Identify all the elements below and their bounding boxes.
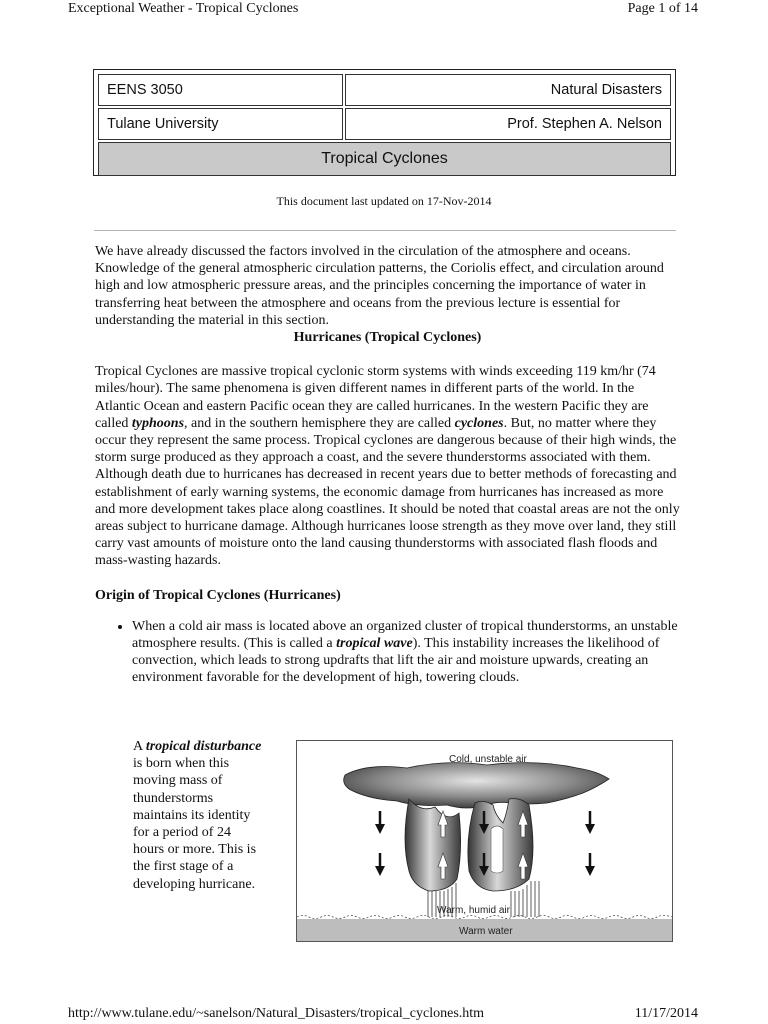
page-footer-date: 11/17/2014 xyxy=(634,1006,698,1021)
page-header-title: Exceptional Weather - Tropical Cyclones xyxy=(68,1,299,16)
origin-heading: Origin of Tropical Cyclones (Hurricanes) xyxy=(95,587,341,603)
university-name: Tulane University xyxy=(98,108,343,140)
cloud-column-left xyxy=(405,799,461,891)
disturbance-paragraph xyxy=(133,738,263,893)
origin-bullet-item xyxy=(132,618,680,687)
course-code: EENS 3050 xyxy=(98,74,343,106)
topic-title: Tropical Cyclones xyxy=(98,142,671,176)
intro-paragraph: We have already discussed the factors involved in the circulation of the atmosphere and oceans. Knowledge of the general atmospheric circulation patterns, the Coriolis effect, and circulation around high and low atmospheric pressure areas, and the principles concerning the importance of water in transferring heat between the atmosphere and oceans from the previous lecture is essential for understanding the material in this section. xyxy=(95,244,664,328)
last-updated-note: This document last updated on 17-Nov-2014 xyxy=(276,194,492,208)
hurricanes-heading: Hurricanes (Tropical Cyclones) xyxy=(293,330,482,346)
disturbance-lead: A xyxy=(133,739,146,754)
professor-name: Prof. Stephen A. Nelson xyxy=(345,108,671,140)
hurricanes-paragraph xyxy=(95,363,680,569)
label-warm-water: Warm water xyxy=(459,926,513,937)
thunderstorm-illustration xyxy=(297,741,672,941)
course-name: Natural Disasters xyxy=(345,74,671,106)
hurricanes-text-3: . But, no matter where they occur they represent the same process. Tropical cyclones are dangerous because of their high winds, the storm surge produced as they approach a coast, and the severe thunderstorms associated with them. Although death due to hurricanes has decreased in recent years due to better methods of forecasting and establishment of early warning systems, the economic damage from hurricanes has increased as more and more development takes place along coastlines. It should be noted that coastal areas are not the only areas subject to hurricane damage. Although hurricanes loose strength as they move over land, they still carry vast amounts of moisture onto the land causing thunderstorms with associated flash floods and mass-wasting hazards. xyxy=(95,415,680,569)
main-content xyxy=(95,243,680,687)
cloud-anvil xyxy=(344,763,609,808)
page-indicator: Page 1 of 14 xyxy=(627,1,698,16)
term-typhoons: typhoons xyxy=(131,415,185,431)
term-tropical-disturbance: tropical disturbance xyxy=(145,739,262,754)
origin-text-1: When a cold air mass is located above an organized cluster of tropical thunderstorms, an unstable atmosphere results. (This is called a xyxy=(132,618,678,652)
term-cyclones: cyclones xyxy=(454,415,504,431)
hurricanes-text-2: , and in the southern hemisphere they are called xyxy=(184,415,455,431)
page-footer-url: http://www.tulane.edu/~sanelson/Natural_Disasters/tropical_cyclones.htm xyxy=(68,1006,485,1021)
label-cold-air: Cold, unstable air xyxy=(449,754,527,765)
origin-text-2: ). This instability increases the likelihood of convection, which leads to strong updrafts that lift the air and moisture upwards, creating an environment favorable for the development of high, towering clouds. xyxy=(132,636,660,686)
thunderstorm-diagram xyxy=(296,740,673,942)
cloud-arch-gap xyxy=(491,826,503,873)
label-warm-air: Warm, humid air xyxy=(437,905,510,916)
term-tropical-wave: tropical wave xyxy=(336,636,413,652)
course-info-table xyxy=(93,69,676,176)
disturbance-rest: is born when this moving mass of thunderstorms maintains its identity for a period of 24 hours or more. This is the first stage of a developing hurricane. xyxy=(133,756,257,892)
origin-bullet-list xyxy=(95,618,680,687)
hurricanes-text-1: Tropical Cyclones are massive tropical cyclonic storm systems with winds exceeding 119 km/hr (74 miles/hour). The same phenomena is given different names in different parts of the world. In the Atlantic Ocean and eastern Pacific ocean they are called hurricanes. In the western Pacific they are called xyxy=(95,364,656,431)
horizontal-rule xyxy=(94,230,676,231)
